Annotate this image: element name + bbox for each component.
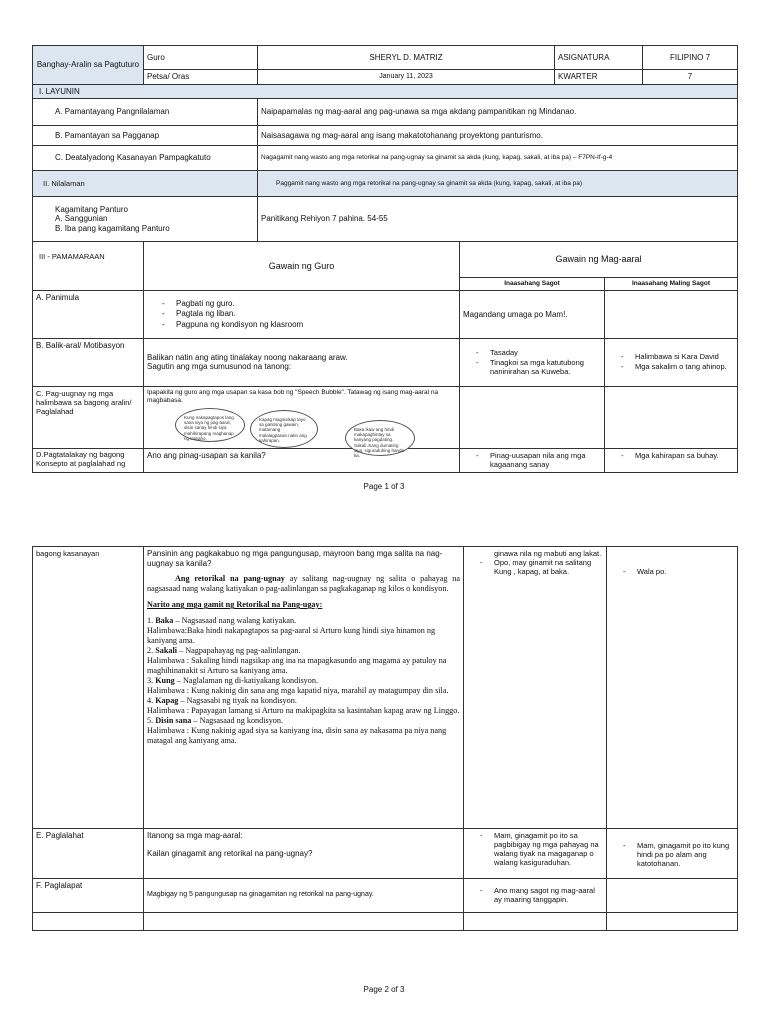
pag-uugnay-sagot: [460, 386, 605, 448]
retorikal-item-5: 5. Disin sana – Nagsasaad ng kondisyon. Halimbawa : Kung nakinig agad siya sa kaniyang ina, disin sana ay nakasama pa niya nang matagal ang kaniyang ama.: [147, 716, 447, 746]
guro-label: Guro: [144, 46, 258, 70]
balik-aral-guro: Balikan natin ang ating tinalakay noong nakaraang araw. Sagutin ang mga sumusunod na tanong:: [144, 338, 460, 386]
pagtalakay-label-cont: bagong kasanayan: [33, 547, 144, 829]
guro-question: Pansinin ang pagkakabuo ng mga pangungusap, mayroon bang mga salita na nag-uugnay sa kanila?: [147, 549, 443, 568]
pamamaraan-heading: III - PAMAMARAAN: [33, 242, 144, 291]
list-item: - Pagtala ng liban.: [160, 309, 456, 319]
kwarter-value: 7: [643, 70, 738, 85]
definition-term: Ang retorikal na pang-ugnay: [175, 574, 285, 584]
panimula-sagot: Magandang umaga po Mam!.: [460, 290, 605, 338]
balik-aral-sagot: [460, 338, 605, 386]
list-item: - Ano mang sagot ng mag-aaral ay maaring tanggapin.: [478, 886, 603, 904]
pag-uugnay-label: C. Pag-uugnay ng mga halimbawa sa bagong aralin/ Paglalahad: [33, 386, 144, 448]
list-item: - Mam, ginagamit po ito sa pagbibigay ng mga pahayag na walang tiyak na magaganap o walang kasiguraduhan.: [478, 831, 603, 867]
empty-cell: [607, 913, 738, 931]
kwarter-label: KWARTER: [555, 70, 643, 85]
list-item: - Pinag-uusapan nila ang mga kagaanang sanay: [474, 451, 601, 469]
list-item: - Pagpuna ng kondisyon ng klasroom: [160, 320, 456, 330]
lesson-plan-table-page2: [32, 546, 738, 931]
pagtalakay-maling: [605, 448, 738, 472]
list-item: - Pagbati ng guro.: [160, 299, 456, 309]
list-item: - Mga kahirapan sa buhay.: [619, 451, 734, 460]
guro-value: SHERYL D. MATRIZ: [258, 46, 555, 70]
pag-uugnay-instruction: Ipapakita ng guro ang mga usapan sa kasa bob ng "Speech Bubble". Tatawag ng isang mag-aaral na magbabasa.: [147, 388, 439, 404]
paglalahat-guro: [144, 829, 464, 879]
inaasahang-sagot-heading: Inaasahang Sagot: [460, 278, 605, 291]
pag-uugnay-maling: [605, 386, 738, 448]
panimula-label: A. Panimula: [33, 290, 144, 338]
empty-cell: [144, 913, 464, 931]
list-item: - Tasaday: [474, 348, 601, 357]
pagtalakay-maling-cont: [607, 547, 738, 829]
layunin-a-label: A. Pamantayang Pangnilalaman: [33, 99, 258, 126]
gawain-magaaral-heading: Gawain ng Mag-aaral: [460, 242, 738, 278]
panimula-list: [160, 299, 456, 330]
banghay-label: Banghay-Aralin sa Pagtuturo: [33, 46, 144, 85]
retorikal-content: [147, 574, 460, 746]
pagtalakay-sagot-cont: [464, 547, 607, 829]
definition-paragraph: [147, 574, 460, 594]
layunin-a-value: Naipapamalas ng mag-aaral ang pag-unawa sa mga akdang pampanitikan ng Mindanao.: [258, 99, 738, 126]
layunin-c-label: C. Deatalyadong Kasanayan Pampagkatuto: [33, 146, 258, 171]
page-number-1: Page 1 of 3: [363, 482, 405, 491]
paglalahat-maling: [607, 829, 738, 879]
page-number-2: Page 2 of 3: [363, 985, 405, 994]
balik-aral-maling: [605, 338, 738, 386]
retorikal-item-3: 3. Kung – Naglalaman ng di-katiyakang kondisyon. Halimbawa : Kung nakinig din sana ang mga kapatid niya, marahil ay matagumpay din sila.: [147, 676, 449, 696]
panimula-guro: [144, 290, 460, 338]
asignatura-label: ASIGNATURA: [555, 46, 643, 70]
retorikal-item-2: 2. Sakali – Nagpapahayag ng pag-aalinlangan. Halimbawa : Sakaling hindi nagsikap ang ina na mapagkasundo ang magama ay patuloy na maghihinanakit si Arturo sa kaniyang ama.: [147, 646, 447, 676]
petsa-label: Petsa/ Oras: [144, 70, 258, 85]
list-item: - Mga sakalim o tang ahinop.: [619, 362, 734, 371]
inaasahang-maling-sagot-heading: Inaasahang Maling Sagot: [605, 278, 738, 291]
paglalahat-guro-line2: Kailan ginagamit ang retorikal na pang-ugnay?: [147, 848, 313, 858]
pagtalakay-guro: Ano ang pinag-usapan sa kanila?: [144, 448, 460, 472]
retorikal-item-4: 4. Kapag – Nagsasabi ng tiyak na kondisyon. Halimbawa : Papayagan lamang si Arturo na makipagkita sa kasintahan kapag araw ng Linggo.: [147, 696, 460, 716]
empty-cell: [33, 913, 144, 931]
nilalaman-label: II. Nilalaman: [33, 171, 258, 197]
kagamitan-label: Kagamitang Panturo A. Sanggunian B. Iba pang kagamitang Panturo: [33, 197, 258, 242]
speech-bubble-2: Kapag magsisikap tayo sa ganitong gawain, matamang malalagpasan natin ang kahirapan.: [250, 410, 318, 448]
kagamitan-value: Panitikang Rehiyon 7 pahina. 54-55: [258, 197, 738, 242]
empty-cell: [464, 913, 607, 931]
list-item: - Halimbawa si Kara David: [619, 352, 734, 361]
list-item: - Mam, ginagamit po ito kung hindi pa po alam ang katotohanan.: [621, 841, 734, 868]
panimula-maling: [605, 290, 738, 338]
paglalapat-label: F. Paglalapat: [33, 879, 144, 913]
lesson-plan-table-page1: [32, 45, 738, 473]
list-item: - Tinagkoi sa mga katutubong naninirahan sa Kuweba.: [474, 358, 601, 376]
definition-text: ay salitang nag-uugnay ng salita o pahayag na nagsasaad nang walang katiyakan o pag-aalinlangan sa pagkakaganap ng kilos o kondisyon.: [147, 574, 460, 594]
nilalaman-value: Paggamit nang wasto ang mga retorikal na pang-ugnay sa ginamit sa akda (kung, kapag, sakali, at iba pa): [258, 171, 738, 197]
sagot-continuation: ginawa nila ng mabuti ang lakat.: [494, 549, 602, 558]
pagtalakay-label: D.Pagtatalakay ng bagong Konsepto at paglalahad ng: [33, 448, 144, 472]
layunin-b-value: Naisasagawa ng mag-aaral ang isang makatotohanang proyektong panturismo.: [258, 126, 738, 146]
layunin-heading: I. LAYUNIN: [33, 84, 738, 99]
paglalapat-maling: [607, 879, 738, 913]
petsa-value: January 11, 2023: [258, 70, 555, 85]
layunin-c-value: Nagagamit nang wasto ang mga retorikal na pang-ugnay sa ginamit sa akda (kung, kapag, sakali, at iba pa) – F7PN-If-g-4: [258, 146, 738, 171]
speech-bubble-3: Baka ikaw ang hindi makapaghintay sa kanyang pagdating. Sakali mang dumating siya, siguraduhing handa ka.: [345, 420, 415, 456]
pagtalakay-sagot: [460, 448, 605, 472]
paglalahat-sagot: [464, 829, 607, 879]
pagtalakay-guro-cont: [144, 547, 464, 829]
list-item: - Opo, may ginamit na salitang Kung , kapag, at baka.: [478, 558, 603, 576]
gawain-guro-heading: Gawain ng Guro: [144, 242, 460, 291]
balik-aral-label: B. Balik-aral/ Motibasyon: [33, 338, 144, 386]
list-item: - Wala po.: [621, 567, 734, 576]
paglalahat-guro-line1: Itanong sa mga mag-aaral:: [147, 831, 243, 840]
retorikal-item-1: 1. Baka – Nagsasaad nang walang katiyakan. Halimbawa:Baka hindi nakapagtapos sa pag-aaral si Arturo kung hindi siya hinamon ng kaniyang ama.: [147, 616, 436, 646]
list-title: Narito ang mga gamit ng Retorikal na Pang-ugay:: [147, 600, 323, 610]
asignatura-value: FILIPINO 7: [643, 46, 738, 70]
paglalapat-guro: Magbigay ng 5 pangungusap na ginagamitan ng retorikal na pang-ugnay.: [144, 879, 464, 913]
paglalahat-label: E. Paglalahat: [33, 829, 144, 879]
paglalapat-sagot: [464, 879, 607, 913]
layunin-b-label: B. Pamantayan sa Pagganap: [33, 126, 258, 146]
speech-bubble-1: Kung nakapagtapos lang sana siya ng pag-aaral, disin sanay hindi siya mahihirapang maghanap ng trabaho.: [175, 408, 245, 442]
